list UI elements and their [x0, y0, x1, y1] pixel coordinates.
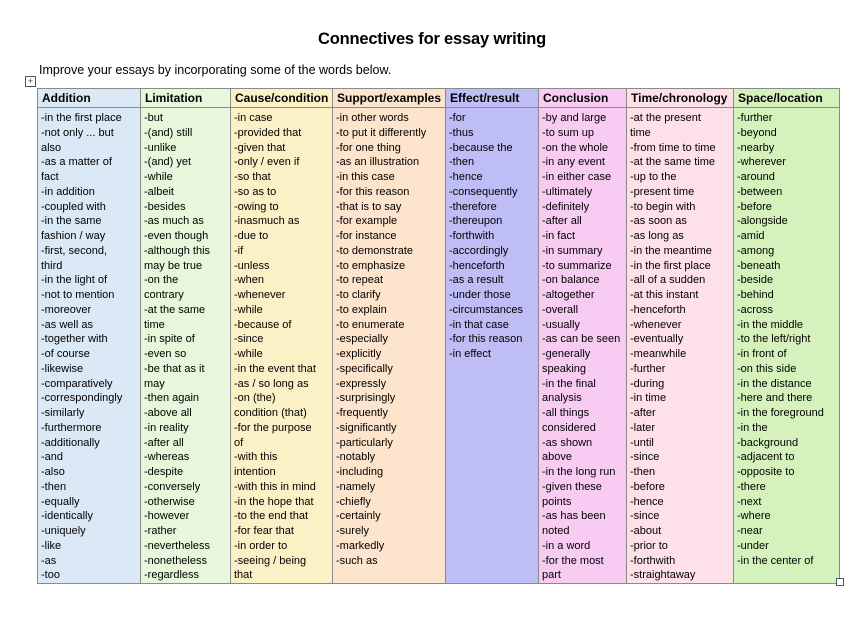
- connective-entry: third: [41, 259, 63, 272]
- connective-entry: -comparatively: [41, 377, 113, 390]
- connective-entry: -up to the: [630, 171, 677, 183]
- connective-entry: -after all: [542, 215, 582, 228]
- connective-entry: -inasmuch as: [234, 215, 300, 228]
- connective-entry: -beneath: [737, 259, 781, 272]
- connective-entry: -in spite of: [144, 333, 195, 346]
- connective-entry: -provided that: [234, 126, 302, 139]
- connective-entry: -not to mention: [41, 289, 115, 301]
- connective-entry: -coupled with: [41, 200, 106, 213]
- connective-entry: -together with: [41, 333, 108, 346]
- connective-entry: -nonetheless: [144, 554, 207, 567]
- connective-entry: -additionally: [41, 436, 100, 449]
- connective-entry: may: [144, 377, 165, 390]
- connective-entry: -expressly: [336, 377, 387, 390]
- connective-entry: -as a matter of: [41, 156, 112, 169]
- connective-entry: -with this: [234, 451, 278, 464]
- connective-entry: -then again: [144, 392, 200, 405]
- connective-entry: -as soon as: [630, 215, 687, 228]
- connective-entry: -(and) yet: [144, 156, 192, 169]
- connective-entry: -in effect: [449, 348, 491, 360]
- connective-entry: -not only ... but: [41, 126, 114, 139]
- connective-entry: -be that as it: [144, 362, 205, 375]
- connective-entry: -for example: [336, 215, 398, 228]
- connective-entry: -likewise: [41, 362, 84, 375]
- column-limitation: [141, 108, 231, 584]
- connective-entry: -here and there: [737, 392, 813, 405]
- connective-entry: -in front of: [737, 348, 787, 360]
- connective-entry: -although this: [144, 244, 211, 257]
- connective-entry: -at the same time: [630, 156, 715, 169]
- connective-entry: -in addition: [41, 185, 95, 198]
- connective-entry: -to explain: [336, 303, 387, 316]
- connective-entry: -rather: [144, 525, 177, 537]
- connective-entry: -for fear that: [234, 525, 294, 537]
- connective-entry: -in the distance: [737, 377, 812, 390]
- content-row: [38, 108, 840, 584]
- connective-entry: -henceforth: [449, 259, 505, 272]
- connective-entry: -between: [737, 185, 783, 198]
- header-row: [38, 89, 840, 108]
- connective-entry: -near: [737, 525, 763, 537]
- connective-entry: -so that: [234, 171, 271, 183]
- connective-entry: -then: [630, 466, 656, 478]
- connective-entry: -to put it differently: [336, 126, 427, 139]
- connective-entry: -in the: [737, 421, 768, 434]
- connective-entry: -whenever: [234, 289, 286, 301]
- connective-entry: -in fact: [542, 230, 576, 242]
- connective-entry: -then: [41, 480, 67, 493]
- connective-entry: -whereas: [144, 451, 190, 464]
- connective-entry: above: [542, 451, 572, 464]
- connective-entry: -since: [630, 510, 660, 523]
- connective-entry: -significantly: [336, 421, 397, 434]
- connective-entry: -in the same: [41, 215, 102, 228]
- connective-entry: -given these: [542, 480, 602, 493]
- connective-entry: -across: [737, 303, 774, 316]
- connective-entry: -as / so long as: [234, 377, 309, 390]
- connective-entry: -after all: [144, 436, 184, 449]
- connective-entry: -equally: [41, 495, 80, 508]
- connective-entry: -like: [41, 539, 62, 552]
- connective-entry: -however: [144, 510, 190, 523]
- connective-entry: -while: [234, 348, 263, 360]
- connective-entry: -while: [234, 303, 263, 316]
- connective-entry: time: [144, 318, 165, 331]
- move-handle-icon[interactable]: +: [25, 76, 36, 87]
- connective-entry: -nearby: [737, 141, 775, 154]
- connective-entry: -first, second,: [41, 244, 108, 257]
- connective-entry: -to demonstrate: [336, 244, 414, 257]
- connective-entry: -in the first place: [630, 259, 711, 272]
- header-support-examples: Support/examples: [333, 89, 446, 108]
- connective-entry: -furthermore: [41, 421, 102, 434]
- connectives-table: [37, 88, 840, 584]
- column-support-examples: [333, 108, 446, 584]
- connective-entry: -chiefly: [336, 495, 371, 508]
- connective-entry: -at this instant: [630, 289, 699, 301]
- connective-entry: -as long as: [630, 230, 684, 242]
- connective-entry: -even though: [144, 230, 209, 242]
- connective-entry: -to sum up: [542, 126, 594, 139]
- connective-entry: -certainly: [336, 510, 381, 523]
- connective-entry: -as a result: [449, 274, 504, 287]
- connective-entry: -to the end that: [234, 510, 308, 523]
- header-conclusion: Conclusion: [539, 89, 627, 108]
- connective-entry: -whenever: [630, 318, 682, 331]
- header-addition: Addition: [38, 89, 141, 108]
- connective-entry: part: [542, 569, 561, 582]
- connective-entry: -altogether: [542, 289, 595, 301]
- connective-entry: -on this side: [737, 362, 797, 375]
- connective-entry: -as can be seen: [542, 333, 621, 346]
- connective-entry: of: [234, 436, 244, 449]
- intro-text: Improve your essays by incorporating some of the words below.: [39, 63, 392, 77]
- connective-entry: -on the: [144, 274, 179, 287]
- connective-entry: -thus: [449, 126, 474, 139]
- connective-entry: -beside: [737, 274, 774, 287]
- connective-entry: -adjacent to: [737, 451, 795, 464]
- connective-entry: -in the middle: [737, 318, 804, 331]
- connective-entry: -opposite to: [737, 466, 795, 478]
- connective-entry: -later: [630, 421, 656, 434]
- connective-entry: fact: [41, 171, 59, 183]
- connective-entry: -since: [234, 333, 264, 346]
- column-time-chronology: [627, 108, 734, 584]
- connective-entry: -further: [737, 112, 773, 124]
- connective-entry: -owing to: [234, 200, 279, 213]
- connective-entry: speaking: [542, 362, 587, 375]
- header-effect-result: Effect/result: [446, 89, 539, 108]
- connective-entry: analysis: [542, 392, 582, 405]
- header-time-chronology: Time/chronology: [627, 89, 734, 108]
- connective-entry: -after: [630, 407, 656, 419]
- page-title: Connectives for essay writing: [317, 30, 547, 48]
- connective-entry: -accordingly: [449, 244, 509, 257]
- connective-entry: -especially: [336, 333, 388, 346]
- connective-entry: -in that case: [449, 318, 509, 331]
- connective-entry: -by and large: [542, 112, 607, 124]
- connective-entry: -in this case: [336, 171, 395, 183]
- connective-entry: -in the long run: [542, 466, 616, 478]
- connective-entry: -regardless: [144, 569, 200, 582]
- connective-entry: -in the final: [542, 377, 596, 390]
- connective-entry: also: [41, 141, 62, 154]
- header-space-location: Space/location: [734, 89, 840, 108]
- connective-entry: -to emphasize: [336, 259, 406, 272]
- connective-entry: -in the light of: [41, 274, 108, 287]
- connective-entry: -also: [41, 466, 65, 478]
- connective-entry: -in a word: [542, 539, 591, 552]
- connective-entry: -as has been: [542, 510, 606, 523]
- connective-entry: -in any event: [542, 156, 605, 169]
- connective-entry: -in the event that: [234, 362, 316, 375]
- connective-entry: -in the first place: [41, 112, 122, 124]
- connective-entry: -while: [144, 171, 173, 183]
- connective-entry: -in the hope that: [234, 495, 314, 508]
- connective-entry: -in case: [234, 112, 273, 124]
- connective-entry: -as: [41, 554, 57, 567]
- connective-entry: points: [542, 495, 572, 508]
- connective-entry: -unless: [234, 259, 270, 272]
- connective-entry: -including: [336, 466, 384, 478]
- connective-entry: -in the center of: [737, 554, 814, 567]
- connective-entry: -frequently: [336, 407, 388, 419]
- connective-entry: -forthwith: [630, 554, 676, 567]
- connective-entry: -hence: [449, 171, 483, 183]
- connective-entry: -nevertheless: [144, 539, 211, 552]
- connective-entry: -circumstances: [449, 303, 523, 316]
- column-conclusion: [539, 108, 627, 584]
- connective-entry: -ultimately: [542, 185, 593, 198]
- connective-entry: -even so: [144, 348, 187, 360]
- connective-entry: -to begin with: [630, 200, 696, 213]
- connective-entry: -as well as: [41, 318, 93, 331]
- column-space-location: [734, 108, 840, 584]
- column-effect-result: [446, 108, 539, 584]
- connective-entry: -further: [630, 362, 666, 375]
- connective-entry: intention: [234, 466, 276, 478]
- connective-entry: -above all: [144, 407, 192, 419]
- connective-entry: -for the most: [542, 554, 604, 567]
- connective-entry: -under those: [449, 289, 511, 301]
- connective-entry: -seeing / being: [234, 554, 307, 567]
- connective-entry: -thereupon: [449, 215, 503, 228]
- connective-entry: -surprisingly: [336, 392, 396, 405]
- connective-entry: -because of: [234, 318, 292, 331]
- connective-entry: noted: [542, 525, 570, 537]
- connective-entry: -in order to: [234, 539, 288, 552]
- connective-entry: -in reality: [144, 421, 189, 434]
- connective-entry: -for this reason: [336, 185, 410, 198]
- connective-entry: -present time: [630, 185, 695, 198]
- connective-entry: -generally: [542, 348, 591, 360]
- connective-entry: -straightaway: [630, 569, 696, 582]
- connective-entry: -then: [449, 156, 475, 169]
- connective-entry: -overall: [542, 303, 579, 316]
- connective-entry: -conversely: [144, 480, 201, 493]
- connective-entry: -background: [737, 436, 799, 449]
- connective-entry: -next: [737, 495, 762, 508]
- connective-entry: -eventually: [630, 333, 684, 346]
- connective-entry: condition (that): [234, 407, 307, 419]
- resize-handle-icon[interactable]: [836, 578, 844, 586]
- connective-entry: -as much as: [144, 215, 204, 228]
- connective-entry: -of course: [41, 348, 90, 360]
- connective-entry: -to clarify: [336, 289, 381, 301]
- connective-entry: -explicitly: [336, 348, 382, 360]
- connective-entry: -and: [41, 451, 64, 464]
- header-limitation: Limitation: [141, 89, 231, 108]
- connective-entry: -uniquely: [41, 525, 86, 537]
- connective-entry: -on the whole: [542, 141, 609, 154]
- connective-entry: -unlike: [144, 141, 177, 154]
- connective-entry: -due to: [234, 230, 269, 242]
- connective-entry: -to enumerate: [336, 318, 405, 331]
- connective-entry: -in the foreground: [737, 407, 824, 419]
- connective-entry: -only / even if: [234, 156, 300, 169]
- connective-entry: time: [630, 126, 651, 139]
- connective-entry: -under: [737, 539, 769, 552]
- connective-entry: -in time: [630, 392, 667, 405]
- connective-entry: -identically: [41, 510, 93, 523]
- connective-entry: -when: [234, 274, 264, 287]
- connective-entry: -at the same: [144, 303, 206, 316]
- connective-entry: -such as: [336, 554, 378, 567]
- connective-entry: -since: [630, 451, 660, 464]
- connective-entry: -surely: [336, 525, 370, 537]
- connective-entry: -henceforth: [630, 303, 686, 316]
- connective-entry: -namely: [336, 480, 376, 493]
- connective-entry: -in other words: [336, 112, 409, 124]
- connective-entry: -otherwise: [144, 495, 195, 508]
- connective-entry: -albeit: [144, 185, 174, 198]
- connective-entry: -for instance: [336, 230, 397, 242]
- connective-entry: -correspondingly: [41, 392, 123, 405]
- connective-entry: -all things: [542, 407, 590, 419]
- connective-entry: -specifically: [336, 362, 393, 375]
- connective-entry: -behind: [737, 289, 774, 301]
- connective-entry: -for: [449, 112, 466, 124]
- connective-entry: -on balance: [542, 274, 600, 287]
- connective-entry: -with this in mind: [234, 480, 316, 493]
- connective-entry: -that is to say: [336, 200, 402, 213]
- connective-entry: -until: [630, 436, 654, 449]
- connective-entry: -markedly: [336, 539, 385, 552]
- connective-entry: -definitely: [542, 200, 590, 213]
- connective-entry: -so as to: [234, 185, 277, 198]
- connective-entry: -for the purpose: [234, 421, 312, 434]
- connective-entry: -too: [41, 569, 60, 582]
- connective-entry: -amid: [737, 230, 765, 242]
- connective-entry: -where: [737, 510, 771, 523]
- connective-entry: -prior to: [630, 539, 668, 552]
- connective-entry: -if: [234, 244, 244, 257]
- connective-entry: -therefore: [449, 200, 497, 213]
- connective-entry: -for this reason: [449, 333, 523, 346]
- column-addition: [38, 108, 141, 584]
- connective-entry: -besides: [144, 200, 186, 213]
- connective-entry: -forthwith: [449, 230, 495, 242]
- connective-entry: -hence: [630, 495, 664, 508]
- connective-entry: -notably: [336, 451, 376, 464]
- connective-entry: may be true: [144, 259, 203, 272]
- connective-entry: -wherever: [737, 156, 786, 169]
- connective-entry: contrary: [144, 289, 184, 301]
- connective-entry: -among: [737, 244, 775, 257]
- connective-entry: -on (the): [234, 392, 276, 405]
- connective-entry: -moreover: [41, 303, 92, 316]
- connective-entry: -meanwhile: [630, 348, 687, 360]
- connective-entry: -despite: [144, 466, 184, 478]
- header-cause-condition: Cause/condition: [231, 89, 333, 108]
- connective-entry: -in the meantime: [630, 244, 712, 257]
- connective-entry: -in either case: [542, 171, 612, 183]
- connective-entry: fashion / way: [41, 230, 106, 242]
- connective-entry: -but: [144, 112, 163, 124]
- connective-entry: -in summary: [542, 244, 603, 257]
- connective-entry: -given that: [234, 141, 286, 154]
- connective-entry: -there: [737, 480, 766, 493]
- connective-entry: -beyond: [737, 126, 777, 139]
- connective-entry: -as shown: [542, 436, 593, 449]
- connective-entry: considered: [542, 421, 596, 434]
- connective-entry: -(and) still: [144, 126, 193, 139]
- connective-entry: -alongside: [737, 215, 788, 228]
- connective-entry: -before: [737, 200, 772, 213]
- connective-entry: -because the: [449, 141, 513, 154]
- connective-entry: -from time to time: [630, 141, 716, 154]
- connective-entry: -around: [737, 171, 775, 183]
- column-cause-condition: [231, 108, 333, 584]
- connective-entry: -for one thing: [336, 141, 401, 154]
- connective-entry: -consequently: [449, 185, 518, 198]
- connective-entry: -as an illustration: [336, 156, 420, 169]
- connective-entry: -all of a sudden: [630, 274, 706, 287]
- connective-entry: -about: [630, 525, 662, 537]
- connective-entry: -to summarize: [542, 259, 612, 272]
- connective-entry: -to repeat: [336, 274, 384, 287]
- connective-entry: -particularly: [336, 436, 393, 449]
- connective-entry: that: [234, 569, 253, 582]
- connective-entry: -at the present: [630, 112, 701, 124]
- connective-entry: -to the left/right: [737, 333, 811, 346]
- connective-entry: -similarly: [41, 407, 85, 419]
- connective-entry: -usually: [542, 318, 580, 331]
- connective-entry: -before: [630, 480, 665, 493]
- connective-entry: -during: [630, 377, 665, 390]
